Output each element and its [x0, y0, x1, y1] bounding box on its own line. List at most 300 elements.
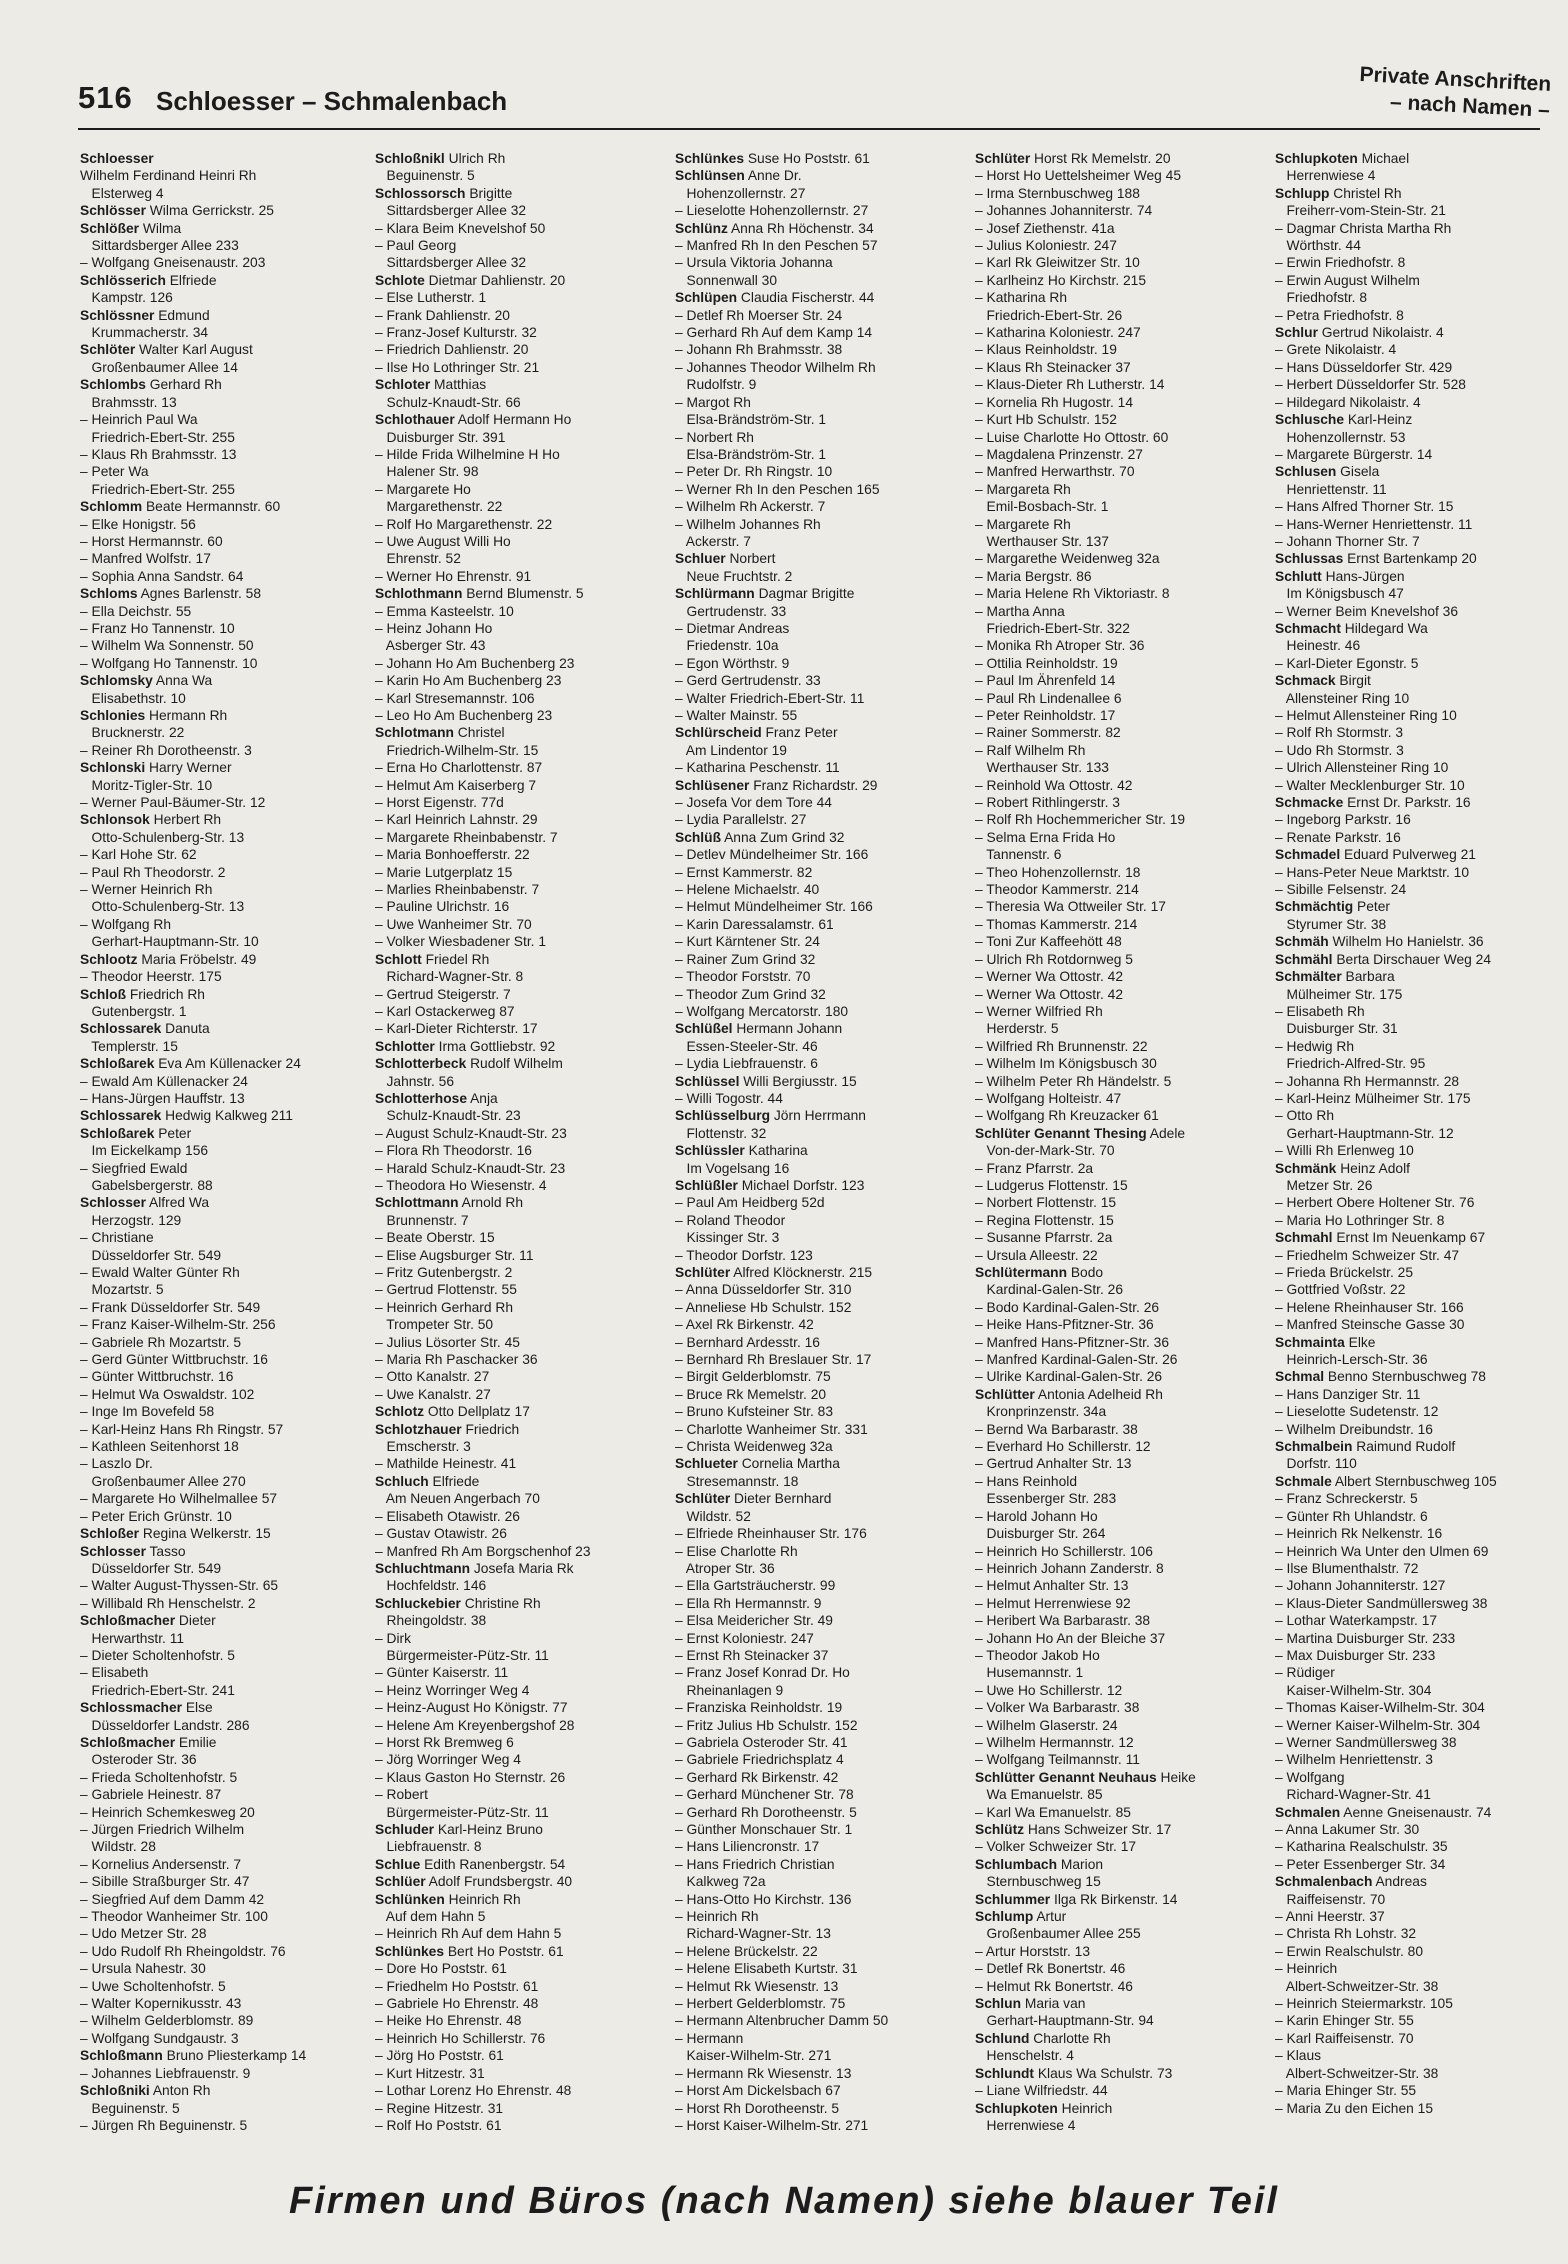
entry-text: Danuta: [161, 1021, 210, 1037]
entry-text: – Peter Reinholdstr. 17: [975, 708, 1116, 723]
directory-entry: [675, 220, 965, 237]
entry-text: – Kornelia Rh Hugostr. 14: [975, 394, 1133, 410]
directory-entry: [975, 603, 1265, 620]
directory-entry: [675, 2082, 965, 2099]
directory-entry: [80, 1664, 370, 1681]
directory-entry: [1275, 2100, 1565, 2117]
directory-entry: [80, 516, 370, 533]
directory-entry: [675, 881, 965, 898]
directory-entry: [80, 1734, 370, 1751]
entry-surname: Schlüsselburg: [675, 1108, 771, 1124]
directory-entry: [375, 1769, 665, 1786]
directory-entry: [675, 1699, 965, 1716]
entry-text: – Theodor Jakob Ho: [975, 1647, 1100, 1663]
directory-entry: [375, 1664, 665, 1681]
entry-text: – Volker Schweizer Str. 17: [975, 1839, 1137, 1855]
directory-entry: [375, 829, 665, 846]
directory-entry: [675, 2117, 965, 2134]
entry-text: – Erwin Friedhofstr. 8: [1275, 255, 1406, 271]
entry-text: Friedrich-Ebert-Str. 255: [80, 481, 235, 497]
entry-text: – Friedhelm Schweizer Str. 47: [1275, 1247, 1460, 1263]
entry-text: Wilma Gerrickstr. 25: [145, 203, 274, 219]
directory-entry: [375, 794, 665, 811]
directory-entry: [675, 1995, 965, 2012]
entry-surname: Schlüter: [675, 1265, 731, 1280]
entry-surname: Schlöter: [80, 342, 136, 358]
directory-entry: [80, 1943, 370, 1960]
entry-text: – Monika Rh Atroper Str. 36: [975, 638, 1145, 654]
directory-entry: [675, 898, 965, 915]
directory-entry: [1275, 1455, 1565, 1472]
entry-text: – Detlev Mündelheimer Str. 166: [675, 847, 869, 863]
entry-text: – Fritz Julius Hb Schulstr. 152: [675, 1717, 858, 1733]
entry-text: Adele: [1146, 1125, 1186, 1141]
directory-entry: [1275, 777, 1565, 794]
entry-text: Josefa Maria Rk: [470, 1560, 574, 1576]
entry-text: – Erwin August Wilhelm: [1275, 272, 1420, 288]
directory-entry: [1275, 1525, 1565, 1542]
directory-entry: [975, 637, 1265, 654]
directory-entry: [975, 1908, 1265, 1925]
entry-text: Rheinanlagen 9: [675, 1682, 784, 1698]
directory-entry: [675, 376, 965, 393]
entry-text: – Hans Danziger Str. 11: [1275, 1386, 1421, 1402]
entry-surname: Schlünken: [375, 1891, 445, 1907]
entry-text: Von-der-Mark-Str. 70: [975, 1143, 1115, 1159]
entry-surname: Schlombs: [80, 377, 146, 393]
entry-text: – Margarete Ho Wilhelmallee 57: [80, 1491, 278, 1507]
directory-entry: [975, 742, 1265, 759]
directory-entry: [80, 690, 370, 707]
entry-text: – Willibald Rh Henschelstr. 2: [80, 1595, 256, 1611]
entry-text: – Hans-Peter Neue Marktstr. 10: [1275, 864, 1470, 880]
entry-text: Dietmar Dahlienstr. 20: [424, 272, 566, 288]
entry-text: – Günter Kaiserstr. 11: [375, 1665, 509, 1681]
entry-text: – Manfred Rh Am Borgschenhof 23: [375, 1543, 591, 1559]
entry-surname: Schlundt: [975, 2065, 1035, 2081]
directory-entry: [1275, 881, 1565, 898]
directory-entry: [375, 1925, 665, 1942]
directory-entry: [1275, 1908, 1565, 1925]
directory-entry: [1275, 2012, 1565, 2029]
entry-text: – Bruno Kufsteiner Str. 83: [675, 1404, 833, 1420]
directory-entry: [1275, 376, 1565, 393]
directory-entry: [80, 272, 370, 289]
entry-text: – Klaus-Dieter Sandmüllersweg 38: [1275, 1595, 1488, 1611]
directory-entry: [675, 254, 965, 271]
entry-text: – Lydia Liebfrauenstr. 6: [675, 1056, 818, 1072]
entry-text: – Paul Rh Lindenallee 6: [975, 690, 1122, 706]
directory-entry: [675, 1073, 965, 1090]
entry-text: – Pauline Ulrichstr. 16: [375, 899, 510, 915]
directory-entry: [975, 463, 1265, 480]
directory-entry: [675, 307, 965, 324]
entry-text: Eduard Pulverweg 21: [1340, 847, 1476, 863]
directory-entry: [675, 1194, 965, 1211]
entry-text: – Wolfgang Rh Kreuzacker 61: [975, 1108, 1159, 1124]
directory-entry: [975, 690, 1265, 707]
directory-entry: [675, 516, 965, 533]
entry-text: – Charlotte Wanheimer Str. 331: [675, 1421, 868, 1437]
entry-text: – Wilhelm Glaserstr. 24: [975, 1717, 1118, 1733]
entry-text: Kardinal-Galen-Str. 26: [975, 1282, 1124, 1298]
directory-entry: [80, 394, 370, 411]
entry-text: – Ernst Rh Steinacker 37: [675, 1647, 829, 1663]
entry-text: – Karl Wa Emanuelstr. 85: [975, 1804, 1131, 1820]
entry-text: – Ewald Am Küllenacker 24: [80, 1073, 248, 1089]
directory-entry: [1275, 1125, 1565, 1142]
directory-entry: [1275, 202, 1565, 219]
directory-column-2: [375, 150, 665, 2134]
entry-text: – Robert Rithlingerstr. 3: [975, 795, 1120, 811]
directory-entry: [1275, 533, 1565, 550]
directory-entry: [375, 1090, 665, 1107]
directory-entry: [975, 1577, 1265, 1594]
entry-text: – Margot Rh: [675, 394, 751, 410]
entry-surname: Schloßmacher: [80, 1734, 176, 1750]
entry-text: – Wilhelm Henriettenstr. 3: [1275, 1752, 1433, 1768]
entry-text: Schulz-Knaudt-Str. 66: [375, 394, 521, 410]
directory-entry: [675, 1543, 965, 1560]
directory-entry: [975, 1891, 1265, 1908]
entry-text: – Elise Charlotte Rh: [675, 1543, 798, 1559]
entry-surname: Schlüssel: [675, 1073, 740, 1089]
entry-text: – Hans Friedrich Christian: [675, 1856, 835, 1872]
directory-entry: [975, 1838, 1265, 1855]
entry-text: – Otto Kanalstr. 27: [375, 1369, 490, 1385]
directory-entry: [975, 1717, 1265, 1734]
entry-surname: Schlösserich: [80, 272, 166, 288]
entry-text: – Leo Ho Am Buchenberg 23: [375, 708, 553, 723]
directory-column-4: [975, 150, 1265, 2134]
entry-text: – Johannes Liebfrauenstr. 9: [80, 2065, 251, 2081]
directory-entry: [80, 1125, 370, 1142]
entry-text: – Ulrich Rh Rotdornweg 5: [975, 951, 1133, 967]
entry-text: Ernst Im Neuenkamp 67: [1332, 1230, 1486, 1246]
entry-text: Matthias: [430, 377, 487, 393]
entry-text: – Heike Hans-Pfitzner-Str. 36: [975, 1317, 1154, 1333]
directory-entry: [375, 2065, 665, 2082]
directory-entry: [1275, 603, 1565, 620]
directory-entry: [375, 1351, 665, 1368]
directory-entry: [375, 341, 665, 358]
entry-text: – Johann Ho Am Buchenberg 23: [375, 655, 575, 671]
directory-entry: [375, 759, 665, 776]
directory-entry: [1275, 1960, 1565, 1977]
directory-entry: [1275, 1630, 1565, 1647]
directory-entry: [375, 533, 665, 550]
entry-text: Hermann Rh: [145, 708, 228, 723]
entry-text: Marion: [1057, 1856, 1104, 1872]
directory-entry: [975, 898, 1265, 915]
entry-text: Agnes Barlenstr. 58: [137, 586, 262, 602]
directory-entry: [975, 829, 1265, 846]
entry-text: – Frank Dahlienstr. 20: [375, 307, 510, 323]
directory-entry: [80, 2082, 370, 2099]
entry-text: – Jörg Worringer Weg 4: [375, 1752, 521, 1768]
entry-text: Trompeter Str. 50: [375, 1317, 494, 1333]
directory-entry: [375, 1334, 665, 1351]
entry-text: Osteroder Str. 36: [80, 1752, 197, 1768]
directory-entry: [975, 394, 1265, 411]
entry-text: – Werner Wa Ottostr. 42: [975, 969, 1123, 985]
entry-text: Anne Dr.: [744, 168, 802, 184]
directory-entry: [80, 2030, 370, 2047]
entry-surname: Schlothmann: [375, 586, 463, 602]
directory-entry: [675, 1717, 965, 1734]
entry-text: Mozartstr. 5: [80, 1282, 164, 1298]
entry-text: – Ursula Viktoria Johanna: [675, 255, 833, 271]
entry-surname: Schlütter Genannt Neuhaus: [975, 1769, 1157, 1785]
entry-text: – Sibille Straßburger Str. 47: [80, 1874, 250, 1890]
directory-entry: [1275, 1699, 1565, 1716]
entry-surname: Schlüpen: [675, 290, 738, 306]
entry-text: – Helene Elisabeth Kurtstr. 31: [675, 1961, 858, 1977]
entry-text: Maria Fröbelstr. 49: [137, 951, 257, 967]
entry-text: – Klaus: [1275, 2048, 1322, 2064]
entry-surname: Schlund: [975, 2030, 1030, 2046]
directory-entry: [675, 1264, 965, 1281]
directory-entry: [80, 1699, 370, 1716]
entry-text: Bürgermeister-Pütz-Str. 11: [375, 1804, 549, 1820]
directory-entry: [375, 1438, 665, 1455]
entry-surname: Schlüsener: [675, 777, 750, 793]
directory-entry: [1275, 150, 1565, 167]
entry-text: Am Neuen Angerbach 70: [375, 1491, 540, 1507]
entry-text: Rudolfstr. 9: [675, 377, 757, 393]
entry-text: – Heinrich Steiermarkstr. 105: [1275, 1996, 1453, 2012]
entry-text: – Peter Essenberger Str. 34: [1275, 1856, 1446, 1872]
entry-text: – Wilhelm Peter Rh Händelstr. 5: [975, 1073, 1172, 1089]
directory-entry: [375, 1838, 665, 1855]
directory-entry: [80, 951, 370, 968]
entry-text: – Anna Lakumer Str. 30: [1275, 1822, 1420, 1837]
entry-surname: Schlueter: [675, 1456, 738, 1472]
entry-text: – Lieselotte Hohenzollernstr. 27: [675, 203, 869, 219]
entry-text: – Flora Rh Theodorstr. 16: [375, 1143, 532, 1159]
directory-entry: [1275, 429, 1565, 446]
directory-entry: [1275, 1804, 1565, 1821]
entry-text: Essenberger Str. 283: [975, 1491, 1117, 1507]
entry-text: – Klaus Rh Brahmsstr. 13: [80, 446, 237, 462]
entry-text: – Maria Ho Lothringer Str. 8: [1275, 1212, 1445, 1228]
directory-entry: [1275, 1055, 1565, 1072]
directory-entry: [80, 585, 370, 602]
directory-entry: [80, 411, 370, 428]
entry-text: – Egon Wörthstr. 9: [675, 655, 790, 671]
entry-text: – Hans Düsseldorfer Str. 429: [1275, 359, 1453, 375]
entry-text: – Klaus Reinholdstr. 19: [975, 342, 1117, 358]
directory-entry: [80, 1177, 370, 1194]
entry-text: Essen-Steeler-Str. 46: [675, 1038, 818, 1054]
entry-surname: Schmadel: [1275, 847, 1341, 863]
entry-text: – Günter Wittbruchstr. 16: [80, 1369, 234, 1385]
entry-text: – Julius Lösorter Str. 45: [375, 1334, 520, 1350]
directory-entry: [1275, 1978, 1565, 1995]
entry-text: Wildstr. 52: [675, 1508, 751, 1524]
entry-surname: Schlößer: [80, 220, 140, 236]
entry-text: Berta Dirschauer Weg 24: [1332, 951, 1491, 967]
entry-text: Brucknerstr. 22: [80, 725, 185, 741]
directory-entry: [975, 1403, 1265, 1420]
entry-text: – Dagmar Christa Martha Rh: [1275, 220, 1452, 236]
entry-text: – Hans Alfred Thorner Str. 15: [1275, 499, 1454, 515]
directory-entry: [375, 1856, 665, 1873]
directory-entry: [1275, 1334, 1565, 1351]
entry-text: – Elfriede Rheinhauser Str. 176: [675, 1526, 867, 1542]
directory-entry: [80, 1386, 370, 1403]
entry-text: – Dirk: [375, 1630, 412, 1646]
entry-text: Emscherstr. 3: [375, 1439, 471, 1455]
directory-entry: [975, 516, 1265, 533]
footer-note: Firmen und Büros (nach Namen) siehe blauer Teil: [289, 2180, 1279, 2222]
entry-surname: Schlünz: [675, 220, 728, 236]
directory-entry: [675, 1978, 965, 1995]
directory-entry: [975, 1351, 1265, 1368]
entry-text: – Hans Liliencronstr. 17: [675, 1839, 820, 1855]
entry-text: – Johann Thorner Str. 7: [1275, 533, 1420, 549]
directory-entry: [975, 1821, 1265, 1838]
entry-surname: Schlotter: [375, 1038, 435, 1054]
entry-surname: Schloesser: [80, 151, 154, 166]
entry-text: – Christiane: [80, 1230, 154, 1246]
directory-entry: [80, 307, 370, 324]
directory-entry: [80, 1055, 370, 1072]
directory-entry: [80, 2047, 370, 2064]
entry-text: – Werner Sandmüllersweg 38: [1275, 1734, 1457, 1750]
entry-text: – Christa Weidenweg 32a: [675, 1439, 833, 1455]
entry-text: Jahnstr. 56: [375, 1073, 454, 1089]
directory-entry: [80, 986, 370, 1003]
directory-entry: [80, 1995, 370, 2012]
entry-surname: Schlürmann: [675, 586, 755, 602]
entry-text: – Rolf Rh Stormstr. 3: [1275, 725, 1404, 741]
entry-text: Am Lindentor 19: [675, 742, 787, 758]
entry-text: – Beate Oberstr. 15: [375, 1230, 495, 1246]
entry-text: Kaiser-Wilhelm-Str. 304: [1275, 1682, 1432, 1698]
entry-text: – Herbert Gelderblomstr. 75: [675, 1996, 846, 2012]
directory-entry: [675, 1873, 965, 1890]
entry-surname: Schlüßler: [675, 1177, 738, 1193]
entry-text: – Bernd Wa Barbarastr. 38: [975, 1421, 1138, 1437]
directory-entry: [80, 742, 370, 759]
entry-text: – Werner Kaiser-Wilhelm-Str. 304: [1275, 1717, 1481, 1733]
directory-entry: [375, 1299, 665, 1316]
entry-surname: Schlottmann: [375, 1195, 459, 1211]
directory-entry: [675, 585, 965, 602]
entry-text: – Franz Pfarrstr. 2a: [975, 1160, 1094, 1176]
entry-text: Im Königsbusch 47: [1275, 586, 1404, 602]
directory-entry: [1275, 707, 1565, 724]
entry-text: Gerhard Rh: [145, 377, 222, 393]
entry-text: Adolf Frundsbergstr. 40: [425, 1874, 573, 1890]
entry-surname: Schloms: [80, 586, 138, 602]
directory-entry: [375, 898, 665, 915]
directory-entry: [675, 1090, 965, 1107]
directory-entry: [375, 968, 665, 985]
entry-text: Anton Rh: [149, 2083, 211, 2099]
entry-surname: Schlüter: [975, 151, 1031, 166]
directory-entry: [375, 1560, 665, 1577]
directory-entry: [80, 1908, 370, 1925]
entry-text: – Reinhold Wa Ottostr. 42: [975, 777, 1133, 793]
entry-text: Brahmsstr. 13: [80, 394, 177, 410]
directory-entry: [975, 1786, 1265, 1803]
entry-text: – Hans-Werner Henriettenstr. 11: [1275, 516, 1473, 532]
entry-text: Sonnenwall 30: [675, 272, 778, 288]
entry-surname: Schlonski: [80, 760, 146, 776]
entry-text: Margarethenstr. 22: [375, 499, 503, 515]
entry-text: Kronprinzenstr. 34a: [975, 1404, 1107, 1420]
entry-text: – Uwe Wanheimer Str. 70: [375, 916, 532, 932]
entry-text: Heinrich: [1057, 2100, 1113, 2116]
entry-text: Henschelstr. 4: [975, 2048, 1074, 2064]
entry-text: – Gerhard Rh Dorotheenstr. 5: [675, 1804, 857, 1820]
directory-entry: [975, 1368, 1265, 1385]
entry-text: Michael Dorfstr. 123: [737, 1177, 865, 1193]
entry-text: – Lothar Lorenz Ho Ehrenstr. 48: [375, 2083, 572, 2099]
entry-text: – Franz Ho Tannenstr. 10: [80, 620, 235, 636]
entry-text: Beguinenstr. 5: [80, 2100, 180, 2116]
entry-text: Edmund: [154, 307, 210, 323]
directory-entry: [80, 724, 370, 741]
entry-text: – Peter Dr. Rh Ringstr. 10: [675, 464, 833, 480]
entry-text: Duisburger Str. 264: [975, 1526, 1106, 1542]
directory-entry: [975, 1107, 1265, 1124]
entry-surname: Schlumbach: [975, 1856, 1058, 1872]
entry-text: – Walter Kopernikusstr. 43: [80, 1996, 242, 2012]
entry-text: – Kathleen Seitenhorst 18: [80, 1439, 239, 1455]
directory-entry: [1275, 1177, 1565, 1194]
entry-text: Dagmar Brigitte: [754, 586, 855, 602]
entry-text: Allensteiner Ring 10: [1275, 690, 1410, 706]
entry-text: – Heinrich: [1275, 1961, 1338, 1977]
directory-entry: [1275, 1821, 1565, 1838]
entry-text: – Otto Rh: [1275, 1108, 1335, 1124]
entry-text: – Walter Mecklenburger Str. 10: [1275, 777, 1465, 793]
directory-entry: [375, 1107, 665, 1124]
directory-entry: [375, 1908, 665, 1925]
directory-entry: [375, 690, 665, 707]
directory-entry: [675, 185, 965, 202]
directory-entry: [1275, 1090, 1565, 1107]
directory-entry: [80, 864, 370, 881]
directory-entry: [1275, 568, 1565, 585]
entry-text: – Wolfgang Mercatorstr. 180: [675, 1003, 849, 1019]
entry-text: – Jürgen Rh Beguinenstr. 5: [80, 2117, 248, 2133]
directory-entry: [975, 1647, 1265, 1664]
entry-text: – Toni Zur Kaffeehött 48: [975, 934, 1122, 950]
entry-text: Norbert: [725, 551, 776, 567]
directory-entry: [975, 620, 1265, 637]
directory-entry: [375, 446, 665, 463]
entry-text: Duisburger Str. 391: [375, 429, 506, 445]
entry-text: – Wilhelm Hermannstr. 12: [975, 1734, 1134, 1750]
directory-entry: [1275, 1995, 1565, 2012]
entry-text: Karl-Heinz: [1344, 412, 1413, 428]
entry-text: Hildegard Wa: [1340, 620, 1428, 636]
directory-entry: [1275, 1194, 1565, 1211]
directory-entry: [975, 237, 1265, 254]
directory-entry: [975, 1490, 1265, 1507]
entry-text: – Hilde Frida Wilhelmine H Ho: [375, 446, 560, 462]
directory-entry: [375, 289, 665, 306]
entry-surname: Schlotmann: [375, 725, 454, 741]
entry-text: – Volker Wa Barbarastr. 38: [975, 1700, 1140, 1716]
directory-entry: [80, 376, 370, 393]
entry-text: Elfriede: [428, 1473, 480, 1489]
entry-text: – Dietmar Andreas: [675, 620, 790, 636]
